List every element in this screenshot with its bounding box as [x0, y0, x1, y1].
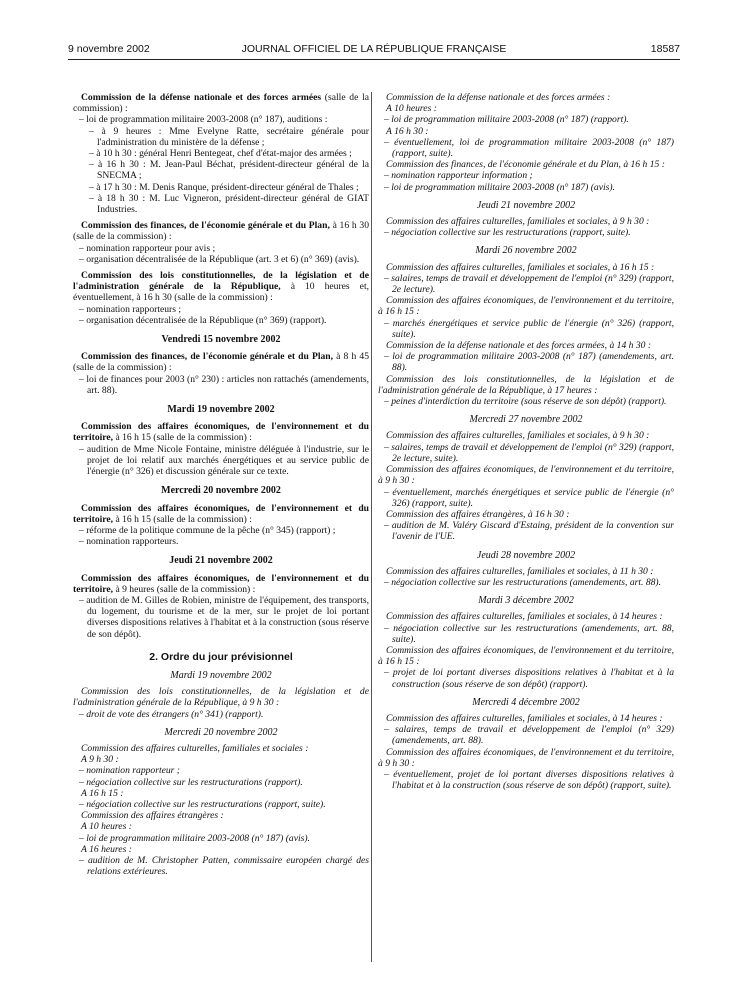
- agenda-item: – éventuellement, loi de programmation militaire 2003-2008 (n° 187) (rapport, suite).: [384, 136, 674, 160]
- day-heading: Vendredi 15 novembre 2002: [161, 334, 281, 346]
- commission-heading: Commission des affaires culturelles, familiales et sociales, à 9 h 30 :: [386, 216, 650, 228]
- agenda-item: – marchés énergétiques et service public de l'énergie (n° 326) (rapport, suite).: [384, 317, 674, 340]
- page-number: 18587: [650, 43, 680, 55]
- commission-heading: Commission des finances, de l'économie générale et du Plan, à 8 h 45 (salle de la commission) :: [73, 351, 369, 374]
- day-heading: Jeudi 28 novembre 2002: [476, 549, 576, 561]
- commission-heading: Commission des affaires culturelles, familiales et sociales :: [81, 742, 309, 754]
- header-title: JOURNAL OFFICIEL DE LA RÉPUBLIQUE FRANÇAISE: [241, 43, 507, 55]
- agenda-block: [378, 92, 674, 193]
- agenda-item: – loi de programmation militaire 2003-2008 (n° 187) (avis).: [79, 832, 310, 844]
- commission-heading: Commission des lois constitutionnelles, de la législation et de l'administration générale de la République, à 10 heures et, éventuellement, à 16 h 30 (salle de la commission) :: [73, 270, 370, 304]
- agenda-item: – éventuellement, projet de loi portant diverses dispositions relatives à l'habitat et à la construction (sous réserve de son dépôt) (rapport, suite).: [384, 768, 674, 792]
- agenda-item: – salaires, temps de travail et développement de l'emploi (n° 329) (amendements, art. 88).: [384, 724, 674, 747]
- commission-heading: Commission des affaires culturelles, familiales et sociales, à 11 h 30 :: [386, 565, 654, 577]
- agenda-block: [378, 566, 674, 588]
- day-heading: Jeudi 21 novembre 2002: [476, 199, 576, 211]
- agenda-block: [378, 713, 674, 791]
- commission-heading: Commission des affaires économiques, de l'environnement et du territoire, à 16 h 15 (salle de la commission) :: [73, 502, 369, 525]
- agenda-block: [73, 421, 369, 477]
- agenda-block: [73, 92, 369, 215]
- agenda-item: – audition de M. Gilles de Robien, ministre de l'équipement, des transports, du logement, du tourisme et de la mer, sur le projet de loi portant diverses dispositions relatives à l'habitat et à la construction (sous réserve de son dépôt).: [79, 594, 370, 640]
- commission-heading: Commission des lois constitutionnelles, de la législation et de l'administration générale de la République, à 17 heures :: [378, 373, 674, 396]
- agenda-block: [378, 262, 674, 408]
- agenda-subitem: – à 16 h 30 : M. Jean-Paul Béchat, président-directeur général de la SNECMA ;: [89, 159, 369, 182]
- agenda-item: – audition de Mme Nicole Fontaine, ministre déléguée à l'industrie, sur le projet de loi relatif aux marchés énergétiques et au service public de l'énergie (n° 326) et discussion générale sur ce texte.: [79, 443, 369, 478]
- agenda-block: [73, 743, 369, 877]
- commission-heading: Commission de la défense nationale et des forces armées (salle de la commission) :: [73, 92, 369, 115]
- agenda-subitem: – à 10 h 30 : général Henri Bentegeat, chef d'état-major des armées ;: [89, 148, 352, 160]
- agenda-item: – audition de M. Christopher Patten, commissaire européen chargé des relations extérieures.: [79, 854, 369, 878]
- commission-heading: Commission des affaires culturelles, familiales et sociales, à 16 h 15 :: [386, 261, 655, 273]
- agenda-item: – loi de programmation militaire 2003-2008 (n° 187), auditions :: [79, 114, 328, 126]
- time-label: A 10 heures :: [81, 821, 132, 833]
- agenda-item: – éventuellement, marchés énergétiques et service public de l'énergie (n° 326) (rapport, suite).: [384, 486, 674, 509]
- page-header: [68, 43, 680, 57]
- agenda-item: – négociation collective sur les restructurations (rapport, suite).: [384, 227, 631, 239]
- agenda-item: – nomination rapporteur ;: [79, 765, 181, 777]
- agenda-block: [73, 220, 369, 265]
- agenda-item: – organisation décentralisée de la République (n° 369) (rapport).: [79, 314, 327, 326]
- agenda-item: – nomination rapporteurs ;: [79, 303, 182, 315]
- agenda-item: – nomination rapporteur pour avis ;: [79, 242, 216, 254]
- day-heading: Mercredi 20 novembre 2002: [164, 726, 278, 738]
- agenda-item: – négociation collective sur les restructurations (amendements, art. 88).: [384, 576, 662, 588]
- header-date: 9 novembre 2002: [68, 43, 150, 55]
- day-heading: Mercredi 4 décembre 2002: [472, 696, 580, 708]
- left-column: [73, 92, 369, 882]
- agenda-block: [73, 503, 369, 548]
- agenda-block: [378, 611, 674, 689]
- commission-heading: Commission de la défense nationale et des forces armées, à 14 h 30 :: [386, 340, 652, 352]
- commission-heading: Commission des affaires culturelles, familiales et sociales, à 14 heures :: [386, 712, 663, 724]
- agenda-item: – nomination rapporteurs.: [79, 536, 179, 548]
- agenda-item: – loi de programmation militaire 2003-2008 (n° 187) (avis).: [384, 181, 615, 193]
- time-label: A 16 h 15 :: [81, 787, 124, 799]
- commission-heading: Commission des affaires économiques, de l'environnement et du territoire, à 9 h 30 :: [378, 464, 674, 487]
- agenda-item: – réforme de la politique commune de la pêche (n° 345) (rapport) ;: [79, 524, 336, 536]
- agenda-block: [378, 216, 674, 238]
- column-divider: [371, 92, 372, 962]
- agenda-subitem: – à 18 h 30 : M. Luc Vigneron, président-directeur général de GIAT Industries.: [89, 192, 369, 216]
- commission-heading: Commission des affaires économiques, de l'environnement et du territoire, à 9 heures (salle de la commission) :: [73, 572, 369, 595]
- time-label: A 10 heures :: [386, 103, 437, 115]
- agenda-item: – loi de finances pour 2003 (n° 230) : articles non rattachés (amendements, art. 88).: [79, 373, 369, 396]
- right-column: [378, 92, 674, 796]
- agenda-item: – négociation collective sur les restructurations (amendements, art. 88, suite).: [384, 622, 674, 645]
- agenda-item: – organisation décentralisée de la République (art. 3 et 6) (n° 369) (avis).: [79, 253, 360, 265]
- day-heading: Mardi 19 novembre 2002: [170, 669, 272, 681]
- agenda-block: [73, 351, 369, 396]
- commission-heading: Commission des affaires économiques, de l'environnement et du territoire, à 16 h 15 (salle de la commission) :: [73, 421, 369, 444]
- commission-heading: Commission des affaires économiques, de l'environnement et du territoire, à 16 h 15 :: [378, 295, 674, 318]
- agenda-item: – négociation collective sur les restructurations (rapport).: [79, 776, 303, 788]
- agenda-block: [378, 430, 674, 542]
- agenda-item: – salaires, temps de travail et développement de l'emploi (n° 329) (rapport, 2e lecture, suite).: [384, 441, 674, 464]
- agenda-block: [73, 686, 369, 720]
- commission-heading: Commission de la défense nationale et des forces armées :: [386, 92, 611, 103]
- day-heading: Mercredi 27 novembre 2002: [469, 414, 583, 426]
- time-label: A 16 heures :: [81, 843, 132, 855]
- commission-heading: Commission des affaires étrangères, à 16 h 30 :: [386, 508, 570, 520]
- time-label: A 9 h 30 :: [81, 754, 119, 766]
- day-heading: Mardi 26 novembre 2002: [475, 245, 577, 257]
- commission-heading: Commission des affaires économiques, de l'environnement et du territoire, à 16 h 15 :: [378, 644, 674, 668]
- agenda-item: – loi de programmation militaire 2003-2008 (n° 187) (amendements, art. 88).: [384, 351, 674, 374]
- day-heading: Jeudi 21 novembre 2002: [169, 555, 273, 567]
- commission-heading: Commission des affaires culturelles, familiales et sociales, à 14 heures :: [386, 611, 663, 623]
- agenda-block: [73, 270, 369, 326]
- commission-heading: Commission des affaires culturelles, familiales et sociales, à 9 h 30 :: [386, 430, 650, 442]
- agenda-block: [73, 573, 369, 640]
- commission-heading: Commission des affaires économiques, de l'environnement et du territoire, à 9 h 30 :: [378, 746, 674, 769]
- commission-heading: Commission des finances, de l'économie générale et du Plan, à 16 h 15 :: [386, 159, 665, 171]
- agenda-item: – salaires, temps de travail et développement de l'emploi (n° 329) (rapport, 2e lecture).: [384, 272, 674, 296]
- agenda-subitem: – à 17 h 30 : M. Denis Ranque, président-directeur général de Thales ;: [89, 181, 359, 193]
- agenda-item: – loi de programmation militaire 2003-2008 (n° 187) (rapport).: [384, 114, 629, 126]
- agenda-subitem: – à 9 heures : Mme Evelyne Ratte, secrétaire générale pour l'administration du ministère de la défense ;: [89, 125, 369, 148]
- section-title: 2. Ordre du jour prévisionnel: [149, 650, 293, 663]
- commission-heading: Commission des finances, de l'économie générale et du Plan, à 16 h 30 (salle de la commission) :: [73, 220, 369, 243]
- agenda-item: – droit de vote des étrangers (n° 341) (rapport).: [79, 708, 264, 720]
- agenda-item: – peines d'interdiction du territoire (sous réserve de son dépôt) (rapport).: [384, 396, 667, 408]
- agenda-item: – projet de loi portant diverses dispositions relatives à l'habitat et à la construction (sous réserve de son dépôt) (rapport).: [384, 667, 674, 690]
- header-rule: [68, 59, 680, 60]
- day-heading: Mardi 19 novembre 2002: [167, 404, 275, 416]
- commission-heading: Commission des affaires étrangères :: [81, 810, 224, 822]
- agenda-item: – audition de M. Valéry Giscard d'Estaing, président de la convention sur l'avenir de l'UE.: [384, 520, 674, 543]
- commission-heading: Commission des lois constitutionnelles, de la législation et de l'administration générale de la République, à 9 h 30 :: [73, 686, 369, 709]
- day-heading: Mardi 3 décembre 2002: [478, 595, 574, 607]
- agenda-item: – négociation collective sur les restructurations (rapport, suite).: [79, 798, 326, 810]
- agenda-item: – nomination rapporteur information ;: [384, 170, 533, 182]
- day-heading: Mercredi 20 novembre 2002: [161, 485, 281, 497]
- time-label: A 16 h 30 :: [386, 125, 429, 137]
